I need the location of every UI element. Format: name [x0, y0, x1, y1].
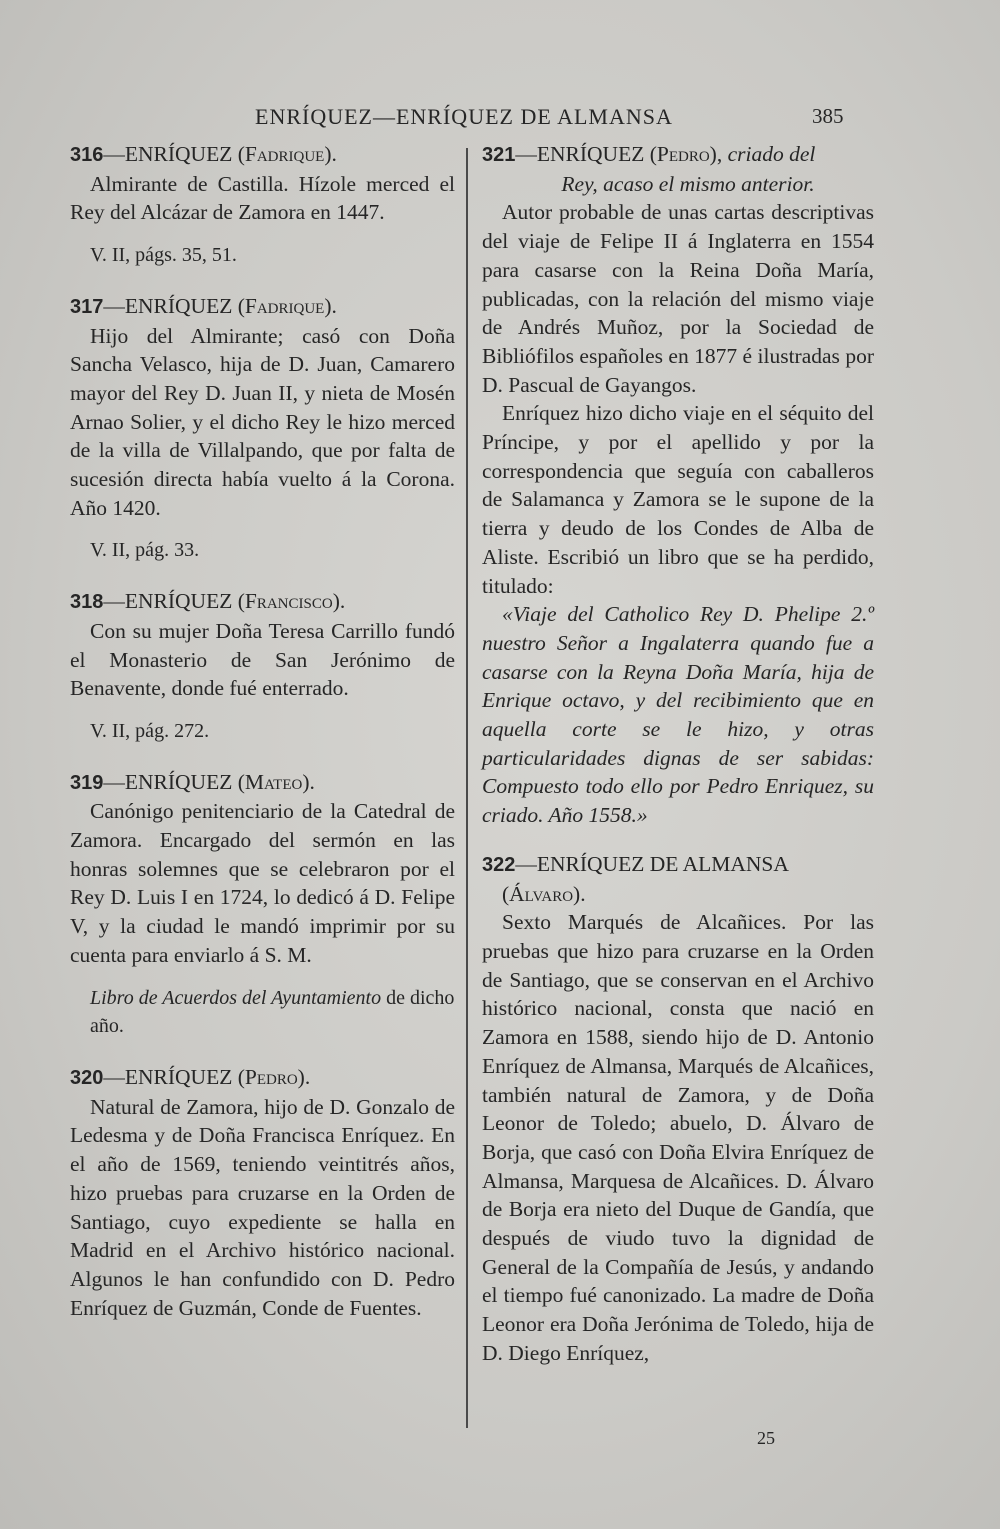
entry-heading [482, 850, 874, 880]
reference-source-title: Libro de Acuerdos del Ayuntamiento [90, 986, 382, 1009]
printer-signature: 25 [757, 1428, 775, 1448]
running-title: ENRÍQUEZ—ENRÍQUEZ DE ALMANSA [255, 104, 673, 129]
entry-title: —ENRÍQUEZ (Pedro). [103, 1064, 311, 1089]
entry-paragraph: Almirante de Castilla. Hízole merced el Rey del Alcázar de Zamora en 1447. [70, 171, 455, 225]
entry-number: 319 [70, 771, 104, 794]
entry-322 [482, 850, 874, 1368]
entry-paragraph: Con su mujer Doña Teresa Carrillo fundó el Monasterio de San Jerónimo de Benavente, donde fué enterrado. [70, 618, 455, 701]
entry-title-italic: criado del [722, 142, 816, 166]
entry-318 [70, 587, 455, 746]
entry-title: —ENRÍQUEZ (Pedro), [515, 142, 723, 166]
column-divider [466, 148, 468, 1428]
entry-321 [482, 140, 874, 830]
page-number: 385 [812, 104, 844, 128]
entry-number: 317 [70, 295, 104, 318]
entry-paragraph: Autor probable de unas cartas descriptivas del viaje de Felipe II á Inglaterra en 1554 para casarse con la Reina Doña María, publicadas, con la relación del mismo viaje de Andrés Muñoz, por la Sociedad de Bibliófilos españoles en 1877 é ilustradas por D. Pascual de Gayangos. [482, 200, 874, 397]
entry-number: 316 [70, 144, 104, 166]
entry-paragraph: Sexto Marqués de Alcañices. Por las pruebas que hizo para cruzarse en la Orden de Santiago, que se conservan en el Archivo histórico nacional, consta que nació en Zamora en 1588, siendo hijo de D. Antonio Enríquez de Almansa, Marqués de Alcañices, también natural de Zamora, y de Doña Leonor de Toledo; abuelo, D. Álvaro de Borja, que casó con Doña Elvira Enríquez de Almansa, Marquesa de Alcañices. D. Álvaro de Borja era nieto del Duque de Gandía, que después de viudo tuvo la dignidad de General de la Compañía de Jesús, y andando el tiempo fué canonizado. La madre de Doña Leonor era Doña Jerónima de Toledo, hija de D. Diego Enríquez, [482, 910, 874, 1365]
entry-heading [70, 587, 455, 617]
entry-316 [70, 140, 455, 270]
entry-heading [482, 140, 874, 170]
left-column [70, 140, 455, 1322]
entry-quote: «Viaje del Catholico Rey D. Phelipe 2.º nuestro Señor a Ingalaterra quando fue a casarse con la Reyna Doña María, hija de Enrique octavo, y del recibimiento que en aquella corte se le hizo, y otras particularidades dignas de ser sabidas: Compuesto todo ello por Pedro Enriquez, su criado. Año 1558.» [482, 602, 874, 828]
entry-reference: V. II, págs. 35, 51. [90, 244, 237, 267]
entry-reference: V. II, pág. 272. [90, 719, 210, 742]
entry-paragraph: Hijo del Almirante; casó con Doña Sancha Velasco, hija de D. Juan, Camarero mayor del Rey D. Juan II, y nieta de Mosén Arnao Solier, y el dicho Rey le hizo merced de la villa de Villalpando, que por falta de sucesión directa había vuelto á la Corona. Año 1420. [70, 323, 455, 520]
running-head [0, 100, 1000, 140]
entry-title: —ENRÍQUEZ (Fadrique). [103, 293, 337, 318]
entry-number: 320 [70, 1066, 104, 1089]
reference-source-rest: de dicho año. [90, 986, 455, 1038]
entry-heading [70, 140, 455, 170]
entry-title: —ENRÍQUEZ DE ALMANSA [515, 851, 789, 876]
right-column [482, 140, 874, 1368]
entry-heading-continuation: (Álvaro). [502, 881, 586, 906]
entry-320 [70, 1063, 455, 1322]
entry-paragraph: Canónigo penitenciario de la Catedral de Zamora. Encargado del sermón en las honras solemnes que se celebraron por el Rey D. Luis I en 1724, lo dedicó á D. Felipe V, y la ciudad le mandó imprimir por su cuenta para enviarlo á S. M. [70, 799, 455, 967]
entry-title: —ENRÍQUEZ (Fadrique). [103, 142, 337, 166]
entry-number: 318 [70, 591, 104, 614]
entry-heading [70, 768, 455, 798]
entry-number: 321 [482, 144, 516, 166]
entry-paragraph: Enríquez hizo dicho viaje en el séquito del Príncipe, y por el apellido y por la correspondencia que seguía con caballeros de Salamanca y Zamora se le supone de la tierra y deudo de los Condes de Alba de Aliste. Escribió un libro que se ha perdido, titulado: [482, 401, 874, 598]
entry-heading-continuation: Rey, acaso el mismo anterior. [561, 171, 815, 196]
entry-317 [70, 292, 455, 565]
entry-spacer [482, 830, 874, 850]
entry-title: —ENRÍQUEZ (Mateo). [103, 769, 315, 794]
entry-heading [70, 1063, 455, 1093]
entry-reference: V. II, pág. 33. [90, 539, 200, 562]
entry-reference [90, 984, 455, 1041]
entry-number: 322 [482, 853, 516, 876]
entry-319 [70, 768, 455, 1041]
entry-paragraph: Natural de Zamora, hijo de D. Gonzalo de Ledesma y de Doña Francisca Enríquez. En el año de 1569, teniendo veintitrés años, hizo pruebas para cruzarse en la Orden de Santiago, cuyo expediente se halla en Madrid en el Archivo histórico nacional. Algunos le han confundido con D. Pedro Enríquez de Guzmán, Conde de Fuentes. [70, 1094, 455, 1320]
entry-title: —ENRÍQUEZ (Francisco). [103, 589, 346, 614]
entry-heading [70, 292, 455, 322]
